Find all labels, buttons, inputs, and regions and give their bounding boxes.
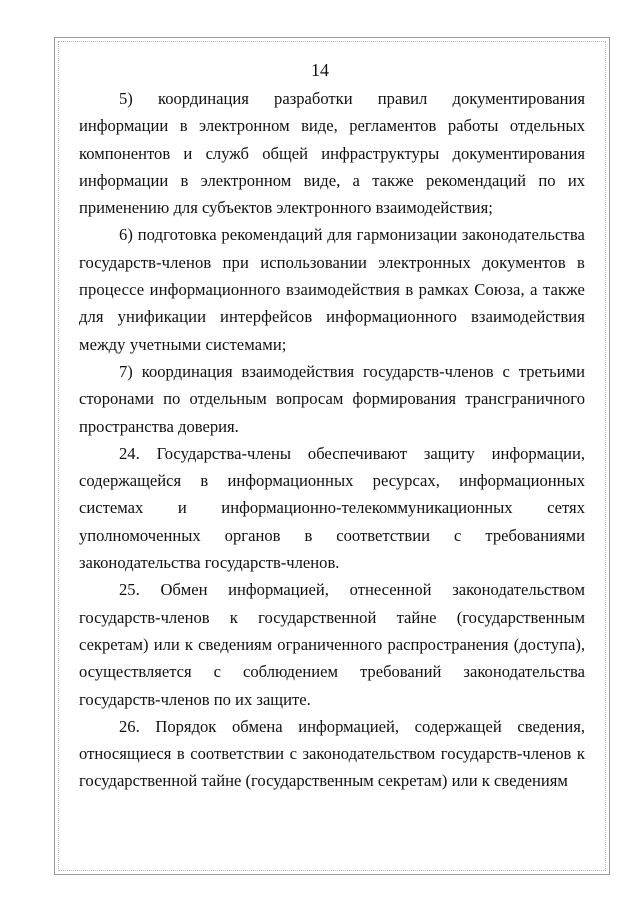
paragraph-item-7: 7) координация взаимодействия государств-членов с третьими сторонами по отдельным вопросам формирования трансграничного пространства доверия. [79,361,585,436]
paragraph-clause-24: 24. Государства-члены обеспечивают защиту информации, содержащейся в информационных ресурсах, информационных системах и информационно-телекоммуникационных сетях уполномоченных органов в соответствии с требованиями законодательства государств-членов. [79,443,585,573]
page-number: 14 [311,60,329,80]
paragraph-clause-25: 25. Обмен информацией, отнесенной законодательством государств-членов к государственной тайне (государственным секретам) или к сведениям ограниченного распространения (доступа), осуществляется с соблюдением требований законодательства государств-членов по их защите. [79,580,585,709]
paragraph-item-6: 6) подготовка рекомендаций для гармонизации законодательства государств-членов при использовании электронных документов в процессе информационного взаимодействия в рамках Союза, а также для унификации интерфейсов информационного взаимодействия между учетными системами; [79,225,585,354]
paragraph-clause-26: 26. Порядок обмена информацией, содержащей сведения, относящиеся в соответствии с законодательством государств-членов к государственной тайне (государственным секретам) или к сведениям [79,716,585,791]
document-body [79,85,585,795]
paragraph-item-5: 5) координация разработки правил документирования информации в электронном виде, регламентов работы отдельных компонентов и служб общей инфраструктуры документирования информации в электронном виде, а также рекомендаций по их применению для субъектов электронного взаимодействия; [79,89,585,218]
